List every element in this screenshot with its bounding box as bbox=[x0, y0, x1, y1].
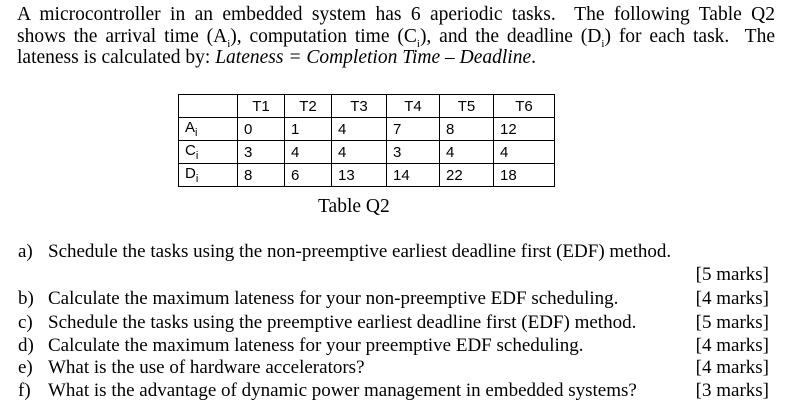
intro-line-1: A microcontroller in an embedded system has 6 aperiodic tasks. The following Table Q2 bbox=[17, 4, 775, 25]
table-cell: 13 bbox=[332, 164, 387, 187]
table-cell: 18 bbox=[494, 164, 555, 187]
question-a-marks: [5 marks] bbox=[695, 264, 769, 285]
table-cell: 4 bbox=[332, 118, 387, 141]
row-label-computation: $C_i$ bbox=[179, 141, 238, 164]
table-row bbox=[179, 141, 555, 164]
question-f: f) What is the advantage of dynamic power management in embedded systems? bbox=[18, 380, 637, 401]
table-cell: 4 bbox=[494, 141, 555, 164]
header-t6: T6 bbox=[494, 95, 555, 118]
row-label-arrival: $A_i$ bbox=[179, 118, 238, 141]
question-c-marks: [5 marks] bbox=[695, 312, 769, 333]
table-cell: 0 bbox=[238, 118, 285, 141]
table-cell: 3 bbox=[238, 141, 285, 164]
table-cell: 3 bbox=[387, 141, 440, 164]
table-corner-cell bbox=[179, 95, 238, 118]
table-cell: 22 bbox=[440, 164, 494, 187]
header-t4: T4 bbox=[387, 95, 440, 118]
question-b: b) Calculate the maximum lateness for your non-preemptive EDF scheduling. bbox=[18, 288, 619, 309]
question-b-marks: [4 marks] bbox=[695, 288, 769, 309]
table-cell: 6 bbox=[285, 164, 332, 187]
table-cell: 4 bbox=[285, 141, 332, 164]
question-a: a) Schedule the tasks using the non-preemptive earliest deadline first (EDF) method. bbox=[18, 241, 672, 262]
table-caption: Table Q2 bbox=[318, 196, 390, 217]
header-t2: T2 bbox=[285, 95, 332, 118]
problem-intro bbox=[17, 4, 775, 69]
table-cell: 14 bbox=[387, 164, 440, 187]
intro-line-3: lateness is calculated by: Lateness = Completion Time – Deadline. bbox=[17, 47, 536, 68]
table-row bbox=[179, 164, 555, 187]
question-d-marks: [4 marks] bbox=[695, 335, 769, 356]
question-d: d) Calculate the maximum lateness for your preemptive EDF scheduling. bbox=[18, 335, 584, 356]
lateness-formula: Lateness = Completion Time – Deadline bbox=[215, 47, 532, 68]
header-t1: T1 bbox=[238, 95, 285, 118]
table-cell: 12 bbox=[494, 118, 555, 141]
question-c: c) Schedule the tasks using the preemptive earliest deadline first (EDF) method. bbox=[18, 312, 637, 333]
table-cell: 4 bbox=[332, 141, 387, 164]
header-t5: T5 bbox=[440, 95, 494, 118]
header-t3: T3 bbox=[332, 95, 387, 118]
task-table bbox=[178, 94, 555, 187]
table-header-row bbox=[179, 95, 555, 118]
row-label-deadline: $D_i$ bbox=[179, 164, 238, 187]
question-e-marks: [4 marks] bbox=[695, 357, 769, 378]
table-row bbox=[179, 118, 555, 141]
question-f-marks: [3 marks] bbox=[695, 380, 769, 401]
intro-line-2: shows the arrival time $(A_i)$, computation time $(C_i)$, and the deadline $(D_i)$ for each task. The bbox=[17, 25, 775, 50]
table-cell: 8 bbox=[238, 164, 285, 187]
table-cell: 4 bbox=[440, 141, 494, 164]
table-cell: 7 bbox=[387, 118, 440, 141]
table-cell: 8 bbox=[440, 118, 494, 141]
question-e: e) What is the use of hardware accelerators? bbox=[18, 357, 365, 378]
table-cell: 1 bbox=[285, 118, 332, 141]
